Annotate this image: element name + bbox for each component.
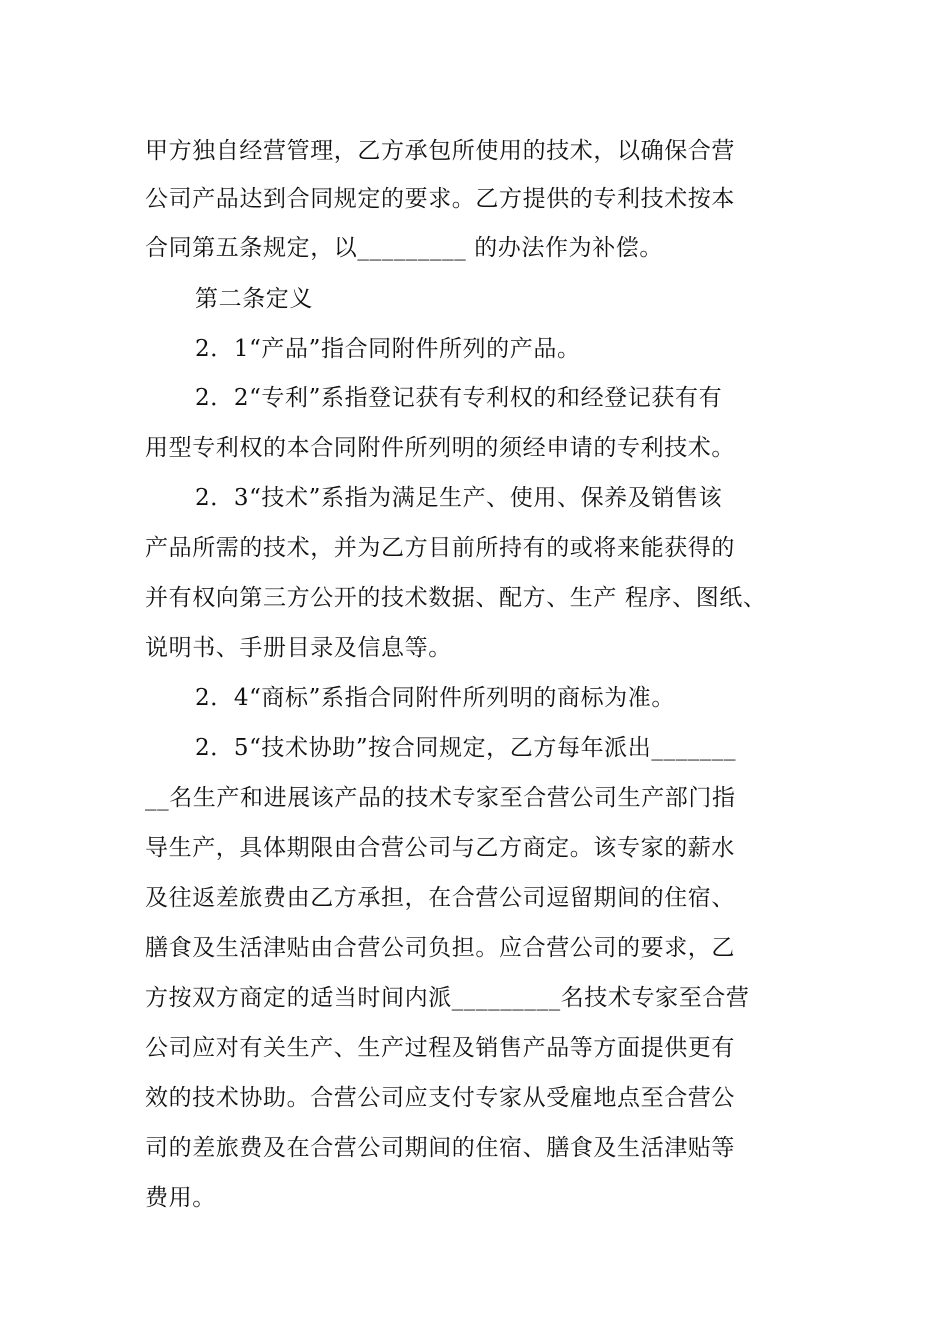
body-line: 说明书、手册目录及信息等。	[145, 635, 452, 661]
body-line: 2．2“专利”系指登记获有专利权的和经登记获有有	[195, 385, 723, 411]
body-line: 费用。	[145, 1185, 216, 1211]
body-line: 2．4“商标”系指合同附件所列明的商标为准。	[195, 685, 675, 711]
body-line: __名生产和进展该产品的技术专家至合营公司生产部门指	[145, 785, 736, 811]
body-line: 2．3“技术”系指为满足生产、使用、保养及销售该	[195, 485, 723, 511]
body-line: 公司产品达到合同规定的要求。乙方提供的专利技术按本	[145, 186, 735, 212]
body-line: 及往返差旅费由乙方承担，在合营公司逗留期间的住宿、	[145, 885, 735, 911]
body-line: 效的技术协助。合营公司应支付专家从受雇地点至合营公	[145, 1085, 735, 1111]
body-line: 膳食及生活津贴由合营公司负担。应合营公司的要求，乙	[145, 935, 735, 961]
body-line: 司的差旅费及在合营公司期间的住宿、膳食及生活津贴等	[145, 1135, 735, 1161]
body-line: 2．1“产品”指合同附件所列的产品。	[195, 336, 581, 362]
body-line: 合同第五条规定，以_________ 的办法作为补偿。	[145, 235, 664, 261]
body-line: 并有权向第三方公开的技术数据、配方、生产 程序、图纸、	[145, 585, 767, 611]
body-line: 甲方独自经营管理，乙方承包所使用的技术，以确保合营	[145, 138, 735, 164]
body-line: 产品所需的技术，并为乙方目前所持有的或将来能获得的	[145, 535, 735, 561]
body-line: 公司应对有关生产、生产过程及销售产品等方面提供更有	[145, 1035, 735, 1061]
body-line: 用型专利权的本合同附件所列明的须经申请的专利技术。	[145, 435, 735, 461]
body-line: 方按双方商定的适当时间内派_________名技术专家至合营	[145, 985, 750, 1011]
body-line: 导生产，具体期限由合营公司与乙方商定。该专家的薪水	[145, 835, 735, 861]
body-line: 2．5“技术协助”按合同规定，乙方每年派出_______	[195, 735, 737, 761]
section-heading: 第二条定义	[195, 286, 313, 312]
